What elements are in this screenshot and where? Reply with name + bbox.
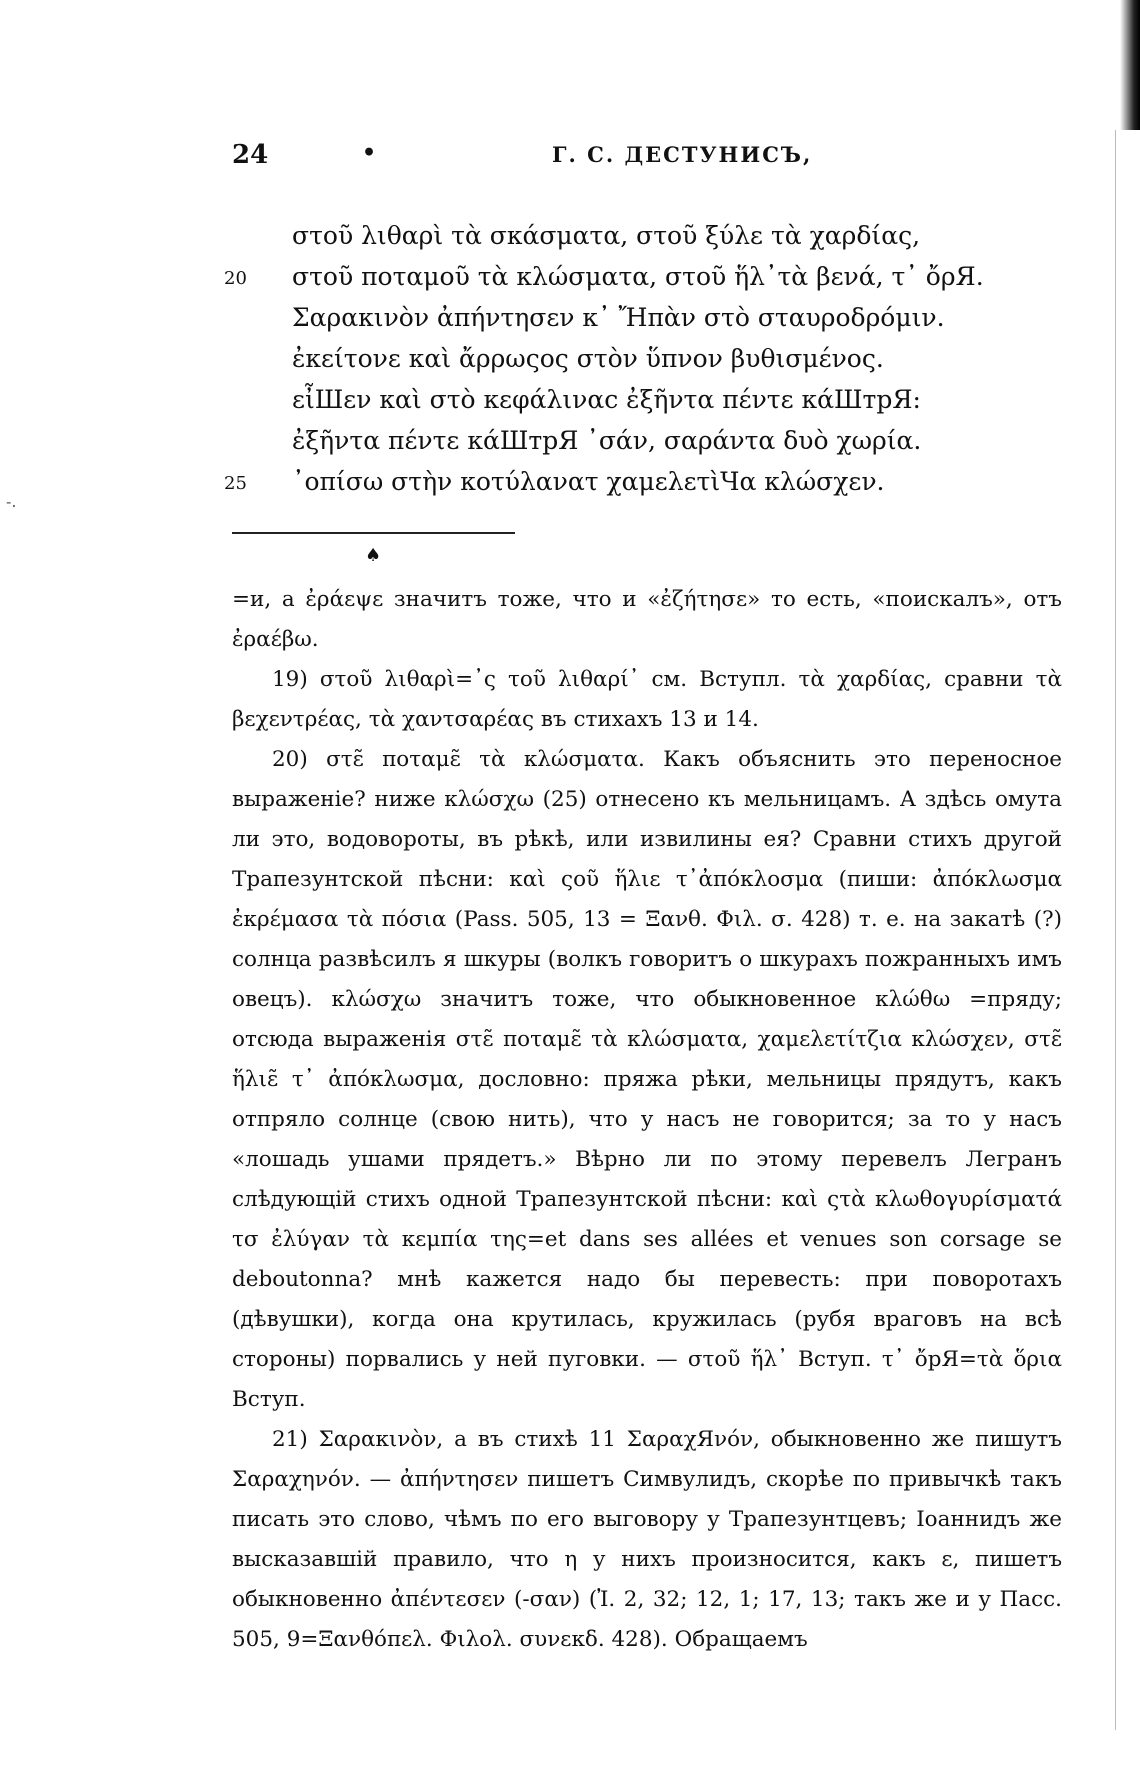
- note-paragraph: 19) στοῦ λιθαρὶ=᾽ς τοῦ λιθαρί᾽ см. Вступл. τὰ χαρδίας, сравни τὰ βεχεντρέας, τὰ χαντσαρέας въ стихахъ 13 и 14.: [232, 667, 1062, 732]
- verse-text: ἐξῆντα πέντε κάШтрЯ ᾽σάν, σαράντα δυὸ χωρία.: [292, 426, 922, 455]
- verse-line: [224, 256, 1072, 297]
- verse-line: [232, 379, 1072, 420]
- verse-text: ᾽οπίσω στὴν κοτύλανατ χαμελετὶЧα κλώσχεν.: [292, 467, 885, 496]
- verse-line: [232, 420, 1072, 461]
- verse-line: [232, 215, 1072, 256]
- footnote-rule: [232, 532, 515, 534]
- page-header: [232, 140, 1072, 180]
- verse-text: ἐκείτονε καὶ ἄρρωςος στὸν ὕπνον βυθισμένος.: [292, 344, 884, 373]
- page-edge-shadow: [1120, 0, 1140, 130]
- page-edge-line: [1115, 130, 1116, 1730]
- verse-text: εἶШεν καὶ στὸ κεφάλιναϲ ἐξῆντα πέντε κάШтрЯ:: [292, 385, 921, 414]
- verse-number: 25: [224, 473, 247, 494]
- note-paragraph: 21) Σαρακινὸν, а въ стихѣ 11 ΣαραχЯνόν, обыкновенно же пишутъ Σαραχηνόν. — ἀπήντησεν пишетъ Симвулидъ, скорѣе по привычкѣ такъ писать это слово, чѣмъ по его выговору у Трапезунтцевъ; Іоаннидъ же высказавшій правило, что η у нихъ произносится, какъ ε, пишетъ обыкновенно ἀπέντεσεν (-σαν) (Ἰ. 2, 32; 12, 1; 17, 13; такъ же и у Пасс. 505, 9=Ξανθόπελ. Φιλολ. συνεκδ. 428). Обращаемъ: [232, 1427, 1062, 1652]
- margin-mark: -.: [6, 492, 17, 511]
- verse-number: 20: [224, 268, 247, 289]
- verse-text: Σαρακινὸν ἀπήντησεν κ᾽ Ἤπὰν στὸ σταυροδρόμιν.: [292, 303, 945, 332]
- running-title: Г. С. ДЕСТУНИСЪ,: [552, 142, 813, 167]
- verse-text: στοῦ λιθαρὶ τὰ σκάσματα, στοῦ ξύλε τὰ χαρδίας,: [292, 221, 921, 250]
- verse-block: [224, 215, 1072, 502]
- page-number: 24: [232, 140, 269, 170]
- verse-line: [232, 297, 1072, 338]
- note-paragraph: 20) στε̃ ποταμε̃ τὰ κλώσματα. Какъ объяснить это переносное выраженіе? ниже κλώσχω (25) отнесено къ мельницамъ. А здѣсь омута ли это, водовороты, въ рѣкѣ, или извилины ея? Сравни стихъ другой Трапезунтской пѣсни: καὶ ςοῦ ἥλιε τ᾽ἀπόκλοσμα (пиши: ἀπόκλωσμα ἐκρέμασα τὰ πόσια (Pass. 505, 13 = Ξανθ. Φιλ. σ. 428) т. е. на закатѣ (?) солнца развѣсилъ я шкуры (волкъ говоритъ о шкурахъ пожранныхъ имъ овецъ). κλώσχω значитъ тоже, что обыкновенное κλώθω =пряду; отсюда выраженія στε̃ ποταμε̃ τὰ κλώσματα, χαμελετίτζια κλώσχεν, στε̃ ἥλιε̃ τ᾽ ἀπόκλωσμα, дословно: пряжа рѣки, мельницы прядутъ, какъ отпряло солнце (свою нить), что у насъ не говорится; за то у насъ «лошадь ушами прядетъ.» Вѣрно ли по этому перевелъ Легранъ слѣдующій стихъ одной Трапезунтской пѣсни: καὶ ςτὰ κλωθογυρίσματά τσ ἐλύγαν τὰ κεμπία της=et dans ses allées et venues son corsage se deboutonna? мнѣ кажется надо бы перевесть: при поворотахъ (дѣвушки), когда она крутилась, кружилась (рубя враговъ на всѣ стороны) порвались у ней пуговки. — στοῦ ἥλ᾽ Вступ. τ᾽ ὄрЯ=τὰ ὅρια Вступ.: [232, 747, 1062, 1412]
- verse-text: στοῦ ποταμοῦ τὰ κλώσματα, στοῦ ἥλ᾽τὰ βενά, τ᾽ ὄρЯ.: [292, 262, 984, 291]
- note-paragraph: =и, а ἐράεψε значитъ тоже, что и «ἐζήτησε» то есть, «поискалъ», отъ ἐραέβω.: [232, 587, 1062, 652]
- footnotes: [232, 580, 1062, 1660]
- spade-icon: ♠: [365, 545, 382, 566]
- verse-line: [232, 338, 1072, 379]
- verse-line: [224, 461, 1072, 502]
- header-dot: •: [362, 140, 377, 166]
